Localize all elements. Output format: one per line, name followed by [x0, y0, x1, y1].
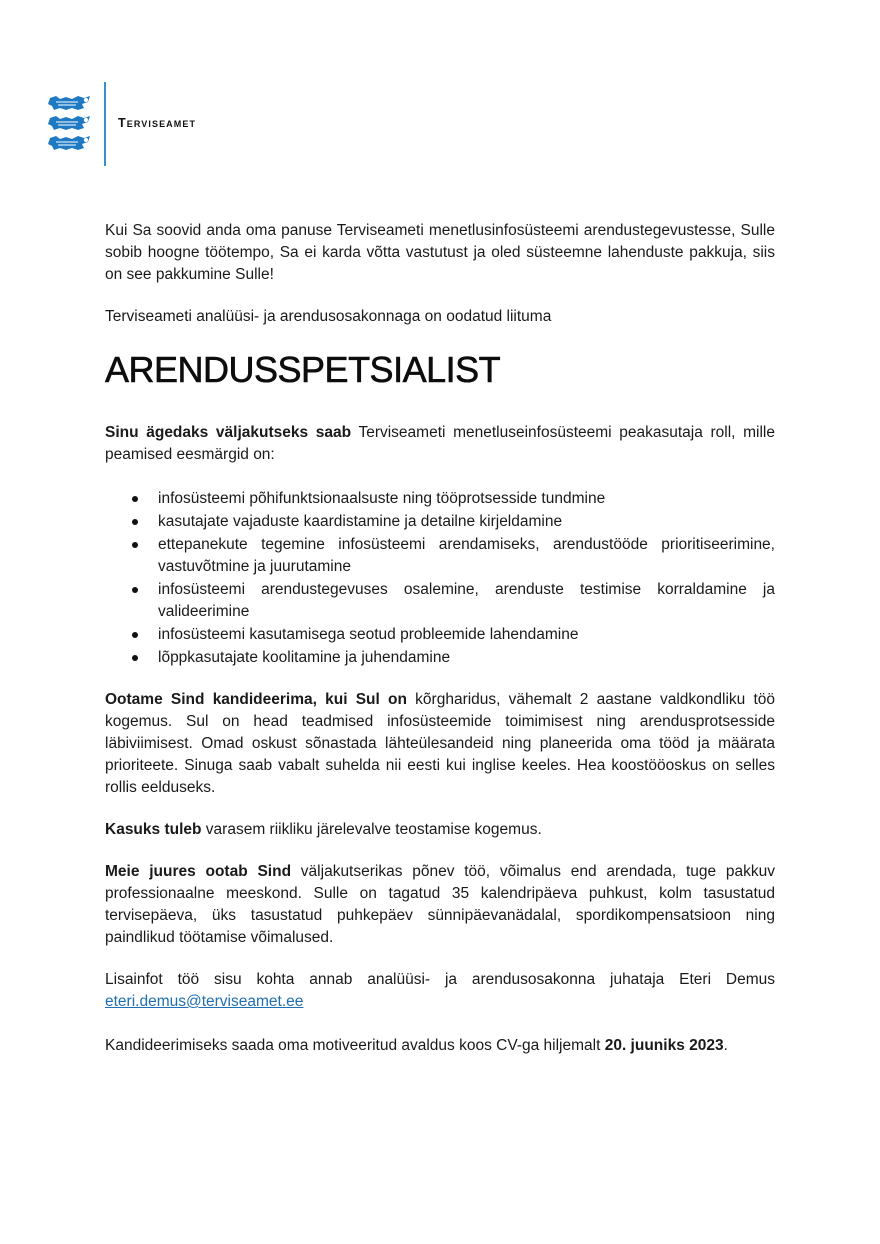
benefits-text: väljakutserikas põnev töö, võimalus end arendada, tuge pakkuv professionaalne meeskond. Sulle on tagatud 35 kalendripäeva puhkust, kolm tasustatud tervisepäeva, üks tasustatud puhkepäev sünnipäevanädalal, spordikompensatsioon ning paindlikud töötamise võimalused. — [105, 863, 776, 946]
list-item: lõppkasutajate koolitamine ja juhendamine — [158, 647, 775, 669]
header-divider — [104, 82, 106, 166]
contact-email-link[interactable]: eteri.demus@terviseamet.ee — [105, 993, 304, 1010]
challenge-paragraph — [105, 422, 775, 466]
challenge-text: Terviseameti menetluseinfosüsteemi peakasutaja roll, mille peamised eesmärgid on: — [105, 424, 775, 463]
challenge-lead: Sinu ägedaks väljakutseks saab — [105, 424, 352, 441]
benefits-lead: Meie juures ootab Sind — [105, 863, 292, 880]
apply-end: . — [723, 1037, 728, 1054]
requirements-text: kõrgharidus, vähemalt 2 aastane valdkondliku töö kogemus. Sul on head teadmised infosüsteemide toimimisest ning arendusprotsesside läbiviimisest. Omad oskust sõnastada lähteülesandeid ning planeerida oma tööd ja määrata prioriteete. Sinuga saab vabalt suhelda nii eesti kui inglise keeles. Hea koostööoskus on selles rollis eelduseks. — [105, 691, 776, 796]
requirements-lead: Ootame Sind kandideerima, kui Sul on — [105, 691, 407, 708]
subintro-paragraph: Terviseameti analüüsi- ja arendusosakonnaga on oodatud liituma — [105, 308, 552, 325]
apply-deadline: 20. juuniks 2023 — [604, 1037, 724, 1054]
benefits-paragraph — [105, 861, 775, 949]
requirements-paragraph — [105, 689, 775, 799]
intro-paragraph: Kui Sa soovid anda oma panuse Terviseameti menetlusinfosüsteemi arendustegevustesse, Sulle sobib hoogne töötempo, Sa ei karda võtta vastutust ja oled süsteemne lahenduste pakkuja, siis on see pakkumine Sulle! — [105, 222, 775, 283]
contact-text: Lisainfot töö sisu kohta annab analüüsi- ja arendusosakonna juhataja Eteri Demus — [105, 971, 775, 988]
apply-text: Kandideerimiseks saada oma motiveeritud avaldus koos CV-ga hiljemalt — [105, 1037, 605, 1054]
list-item: ettepanekute tegemine infosüsteemi arendamiseks, arendustööde prioritiseerimine, vastuvõtmine ja juurutamine — [158, 534, 775, 578]
job-title: ARENDUSSPETSIALIST — [105, 349, 501, 390]
document-header — [48, 82, 448, 166]
list-item: infosüsteemi arendustegevuses osalemine, arenduste testimise korraldamine ja valideerimine — [158, 579, 775, 623]
advantage-text: varasem riikliku järelevalve teostamise kogemus. — [201, 821, 542, 838]
organization-name: Terviseamet — [118, 116, 197, 130]
list-item: infosüsteemi põhifunktsionaalsuste ning tööprotsesside tundmine — [158, 488, 775, 510]
contact-paragraph — [105, 969, 775, 1013]
duties-list — [105, 488, 775, 669]
apply-paragraph — [105, 1035, 775, 1057]
advantage-paragraph — [105, 819, 775, 841]
coat-of-arms-icon — [48, 94, 92, 154]
job-posting-body — [105, 220, 775, 1057]
list-item: infosüsteemi kasutamisega seotud probleemide lahendamine — [158, 624, 775, 646]
advantage-lead: Kasuks tuleb — [105, 821, 202, 838]
list-item: kasutajate vajaduste kaardistamine ja detailne kirjeldamine — [158, 511, 775, 533]
